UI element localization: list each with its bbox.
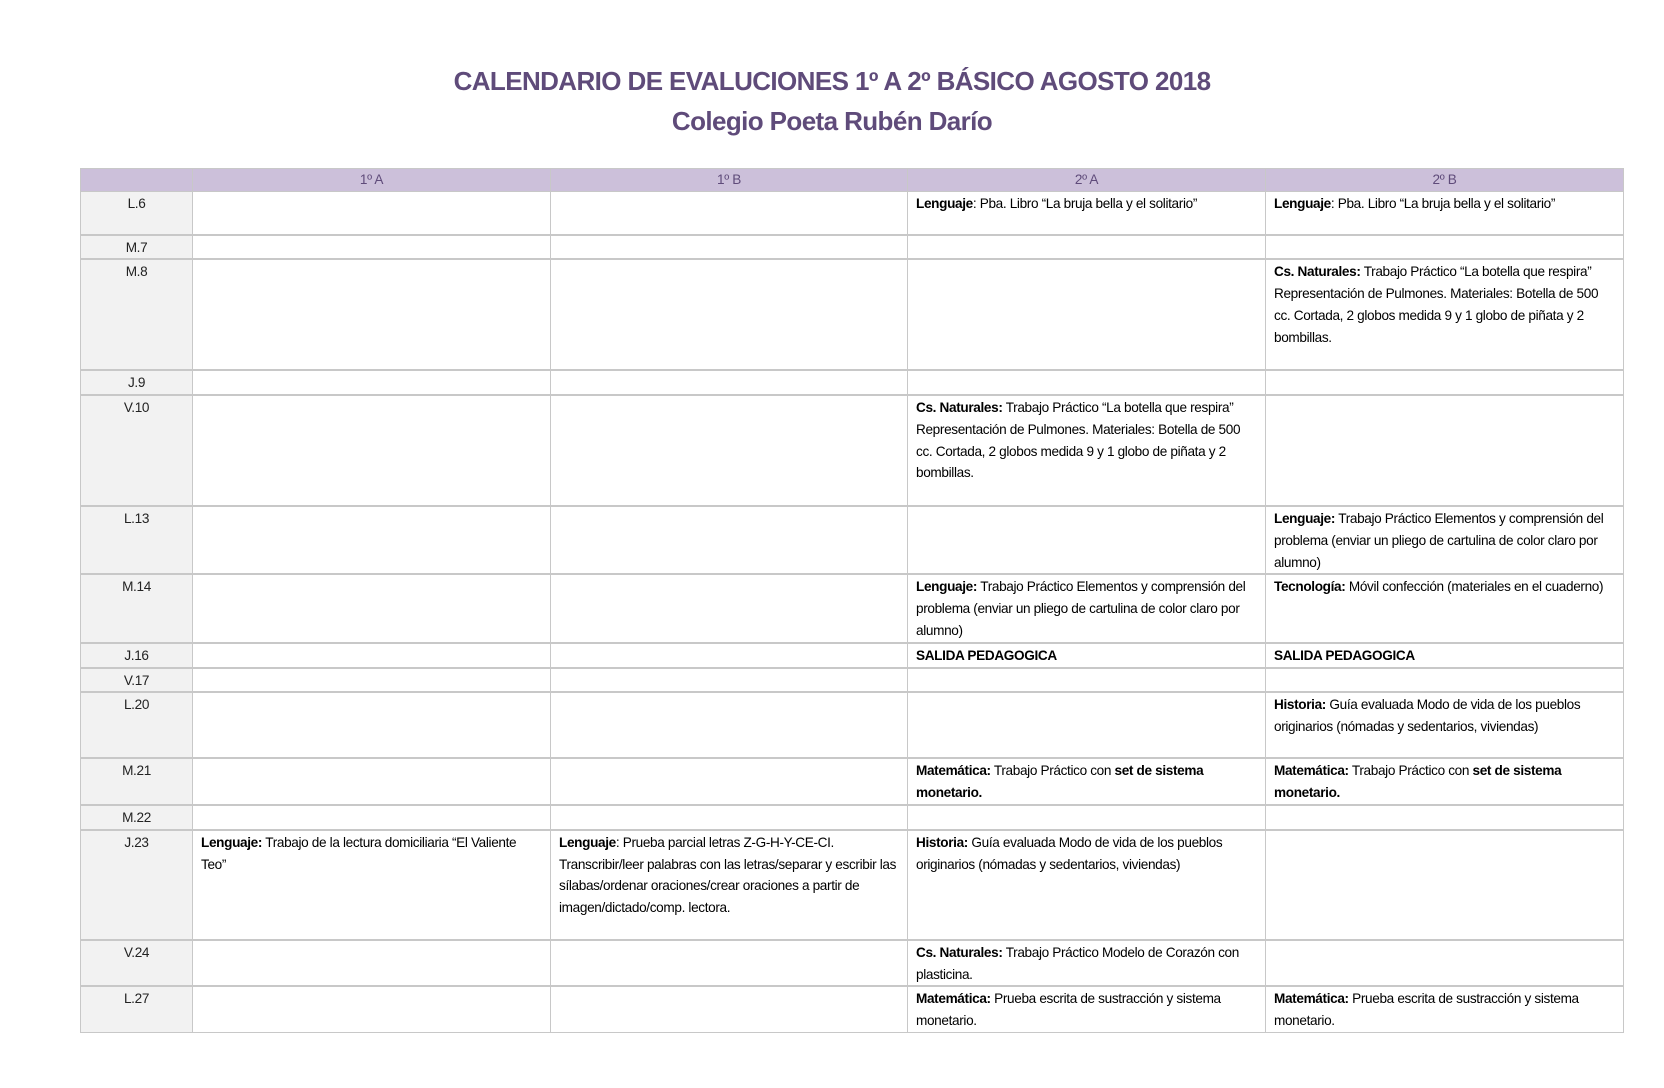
evaluation-cell xyxy=(908,668,1266,693)
evaluation-cell xyxy=(1266,370,1624,395)
day-cell: M.8 xyxy=(81,259,193,370)
evaluation-cell xyxy=(193,805,551,830)
day-cell: L.20 xyxy=(81,692,193,758)
evaluation-cell xyxy=(551,830,908,940)
header-class-2: 1º B xyxy=(551,169,908,192)
evaluation-text: Trabajo Práctico Elementos y comprensión del problema (enviar un pliego de cartulina de color claro por alumno) xyxy=(916,579,1246,639)
evaluation-text: Móvil confección (materiales en el cuaderno) xyxy=(1345,579,1604,595)
table-row xyxy=(81,805,1624,830)
day-cell: V.24 xyxy=(81,940,193,987)
evaluation-text: Prueba escrita de sustracción y sistema monetario. xyxy=(916,991,1221,1029)
evaluation-text: : Prueba parcial letras Z-G-H-Y-CE-CI. Transcribir/leer palabras con las letras/separar y escribir las sílabas/ordenar oraciones/crear oraciones a partir de imagen/dictado/comp. lectora. xyxy=(559,834,897,916)
evaluation-text: : Pba. Libro “La bruja bella y el solitario” xyxy=(972,196,1197,211)
subject-label: Matemática: xyxy=(1274,763,1349,779)
day-cell: J.23 xyxy=(81,830,193,940)
evaluation-cell xyxy=(193,986,551,1032)
evaluation-cell xyxy=(1266,192,1624,235)
header-class-4: 2º B xyxy=(1266,169,1624,192)
evaluation-text: Trabajo Práctico con xyxy=(1348,763,1473,779)
evaluation-cell xyxy=(551,668,908,693)
subject-label: Matemática: xyxy=(1274,991,1349,1007)
evaluation-cell xyxy=(908,192,1266,235)
evaluation-cell xyxy=(1266,830,1624,940)
subject-label: Lenguaje: xyxy=(1274,511,1336,527)
evaluation-cell xyxy=(551,574,908,642)
evaluation-cell xyxy=(193,506,551,574)
subject-label: Matemática: xyxy=(916,763,991,779)
table-row xyxy=(81,192,1624,235)
evaluation-cell xyxy=(551,643,908,668)
table-row xyxy=(81,370,1624,395)
evaluation-cell xyxy=(908,758,1266,805)
evaluation-cell xyxy=(1266,805,1624,830)
evaluation-text: : Pba. Libro “La bruja bella y el solitario” xyxy=(1330,196,1555,211)
evaluation-calendar-table xyxy=(80,168,1624,1033)
evaluation-cell xyxy=(551,370,908,395)
evaluation-cell xyxy=(1266,259,1624,370)
table-row xyxy=(81,940,1624,987)
evaluation-cell xyxy=(551,692,908,758)
evaluation-cell xyxy=(908,830,1266,940)
evaluation-cell xyxy=(908,235,1266,260)
evaluation-cell xyxy=(1266,506,1624,574)
subject-label: Lenguaje: xyxy=(201,834,263,850)
evaluation-cell xyxy=(908,574,1266,642)
evaluation-cell xyxy=(551,940,908,987)
evaluation-cell xyxy=(908,259,1266,370)
subject-label: Historia: xyxy=(1274,697,1326,713)
evaluation-cell xyxy=(551,192,908,235)
evaluation-cell xyxy=(193,370,551,395)
day-cell: M.22 xyxy=(81,805,193,830)
day-cell: J.16 xyxy=(81,643,193,668)
evaluation-cell xyxy=(193,940,551,987)
school-name: Colegio Poeta Rubén Darío xyxy=(671,106,993,136)
table-row xyxy=(81,692,1624,758)
evaluation-text: Trabajo Práctico Elementos y comprensión del problema (enviar un pliego de cartulina de color claro por alumno) xyxy=(1274,511,1604,570)
evaluation-text: Trabajo Práctico con xyxy=(990,763,1115,779)
evaluation-cell xyxy=(193,574,551,642)
evaluation-cell xyxy=(551,395,908,506)
evaluation-cell xyxy=(193,259,551,370)
header-day xyxy=(81,169,193,192)
day-cell: M.21 xyxy=(81,758,193,805)
evaluation-cell xyxy=(193,395,551,506)
table-row xyxy=(81,235,1624,260)
evaluation-text: Guía evaluada Modo de vida de los pueblos originarios (nómadas y sedentarios, viviendas) xyxy=(916,834,1223,872)
subject-label: set de sistema monetario. xyxy=(1274,763,1562,801)
subject-label: Lenguaje xyxy=(1274,196,1331,211)
table-row xyxy=(81,830,1624,940)
day-cell: V.10 xyxy=(81,395,193,506)
evaluation-cell xyxy=(908,805,1266,830)
table-row xyxy=(81,506,1624,574)
subject-label: Cs. Naturales: xyxy=(916,400,1003,416)
evaluation-text: Trabajo Práctico “La botella que respira” Representación de Pulmones. Materiales: Botella de 500 cc. Cortada, 2 globos medida 9 y 1 globo de piñata y 2 bombillas. xyxy=(1274,264,1599,345)
evaluation-text: Trabajo Práctico Modelo de Corazón con plasticina. xyxy=(916,944,1239,982)
evaluation-cell xyxy=(551,506,908,574)
day-cell: M.7 xyxy=(81,235,193,260)
evaluation-cell xyxy=(1266,574,1624,642)
day-cell: J.9 xyxy=(81,370,193,395)
table-row xyxy=(81,986,1624,1032)
evaluation-cell xyxy=(1266,986,1624,1032)
evaluation-cell xyxy=(908,986,1266,1032)
evaluation-cell xyxy=(908,370,1266,395)
subject-label: Historia: xyxy=(916,834,968,850)
evaluation-text: Prueba escrita de sustracción y sistema monetario. xyxy=(1274,991,1579,1029)
table-row xyxy=(81,758,1624,805)
table-row xyxy=(81,574,1624,642)
subject-label: SALIDA PEDAGOGICA xyxy=(916,647,1057,663)
subject-label: SALIDA PEDAGOGICA xyxy=(1274,647,1415,663)
table-row xyxy=(81,259,1624,370)
subject-label: Tecnología: xyxy=(1274,579,1346,595)
day-cell: L.13 xyxy=(81,506,193,574)
evaluation-cell xyxy=(193,692,551,758)
evaluation-cell xyxy=(551,259,908,370)
evaluation-cell xyxy=(551,235,908,260)
evaluation-cell xyxy=(193,235,551,260)
evaluation-cell xyxy=(908,643,1266,668)
subject-label: Cs. Naturales: xyxy=(916,944,1003,960)
evaluation-cell xyxy=(551,805,908,830)
day-cell: L.27 xyxy=(81,986,193,1032)
table-row xyxy=(81,643,1624,668)
day-cell: V.17 xyxy=(81,668,193,693)
evaluation-cell xyxy=(1266,940,1624,987)
day-cell: L.6 xyxy=(81,192,193,235)
evaluation-cell xyxy=(1266,643,1624,668)
evaluation-cell xyxy=(1266,235,1624,260)
evaluation-cell xyxy=(1266,758,1624,805)
evaluation-cell xyxy=(193,643,551,668)
evaluation-cell xyxy=(1266,395,1624,506)
document-title: CALENDARIO DE EVALUCIONES 1º A 2º BÁSICO AGOSTO 2018 xyxy=(453,66,1211,96)
table-row xyxy=(81,395,1624,506)
evaluation-cell xyxy=(908,506,1266,574)
evaluation-cell xyxy=(908,692,1266,758)
subject-label: Lenguaje: xyxy=(916,579,978,595)
evaluation-cell xyxy=(551,758,908,805)
subject-label: Matemática: xyxy=(916,991,991,1007)
evaluation-text: Trabajo Práctico “La botella que respira” Representación de Pulmones. Materiales: Botella de 500 cc. Cortada, 2 globos medida 9 y 1 globo de piñata y 2 bombillas. xyxy=(916,400,1241,481)
evaluation-cell xyxy=(1266,668,1624,693)
subject-label: set de sistema monetario. xyxy=(916,763,1204,801)
evaluation-cell xyxy=(193,830,551,940)
table-row xyxy=(81,668,1624,693)
header-class-1: 1º A xyxy=(193,169,551,192)
evaluation-cell xyxy=(193,668,551,693)
evaluation-cell xyxy=(1266,692,1624,758)
evaluation-text: Guía evaluada Modo de vida de los pueblos originarios (nómadas y sedentarios, viviendas) xyxy=(1274,697,1581,735)
evaluation-cell xyxy=(551,986,908,1032)
subject-label: Cs. Naturales: xyxy=(1274,264,1361,280)
evaluation-text: Trabajo de la lectura domiciliaria “El Valiente Teo” xyxy=(201,834,517,872)
subject-label: Lenguaje xyxy=(916,196,973,211)
subject-label: Lenguaje xyxy=(559,834,616,850)
evaluation-cell xyxy=(908,395,1266,506)
evaluation-cell xyxy=(193,192,551,235)
evaluation-cell xyxy=(193,758,551,805)
day-cell: M.14 xyxy=(81,574,193,642)
evaluation-cell xyxy=(908,940,1266,987)
header-class-3: 2º A xyxy=(908,169,1266,192)
table-header-row xyxy=(81,169,1624,192)
